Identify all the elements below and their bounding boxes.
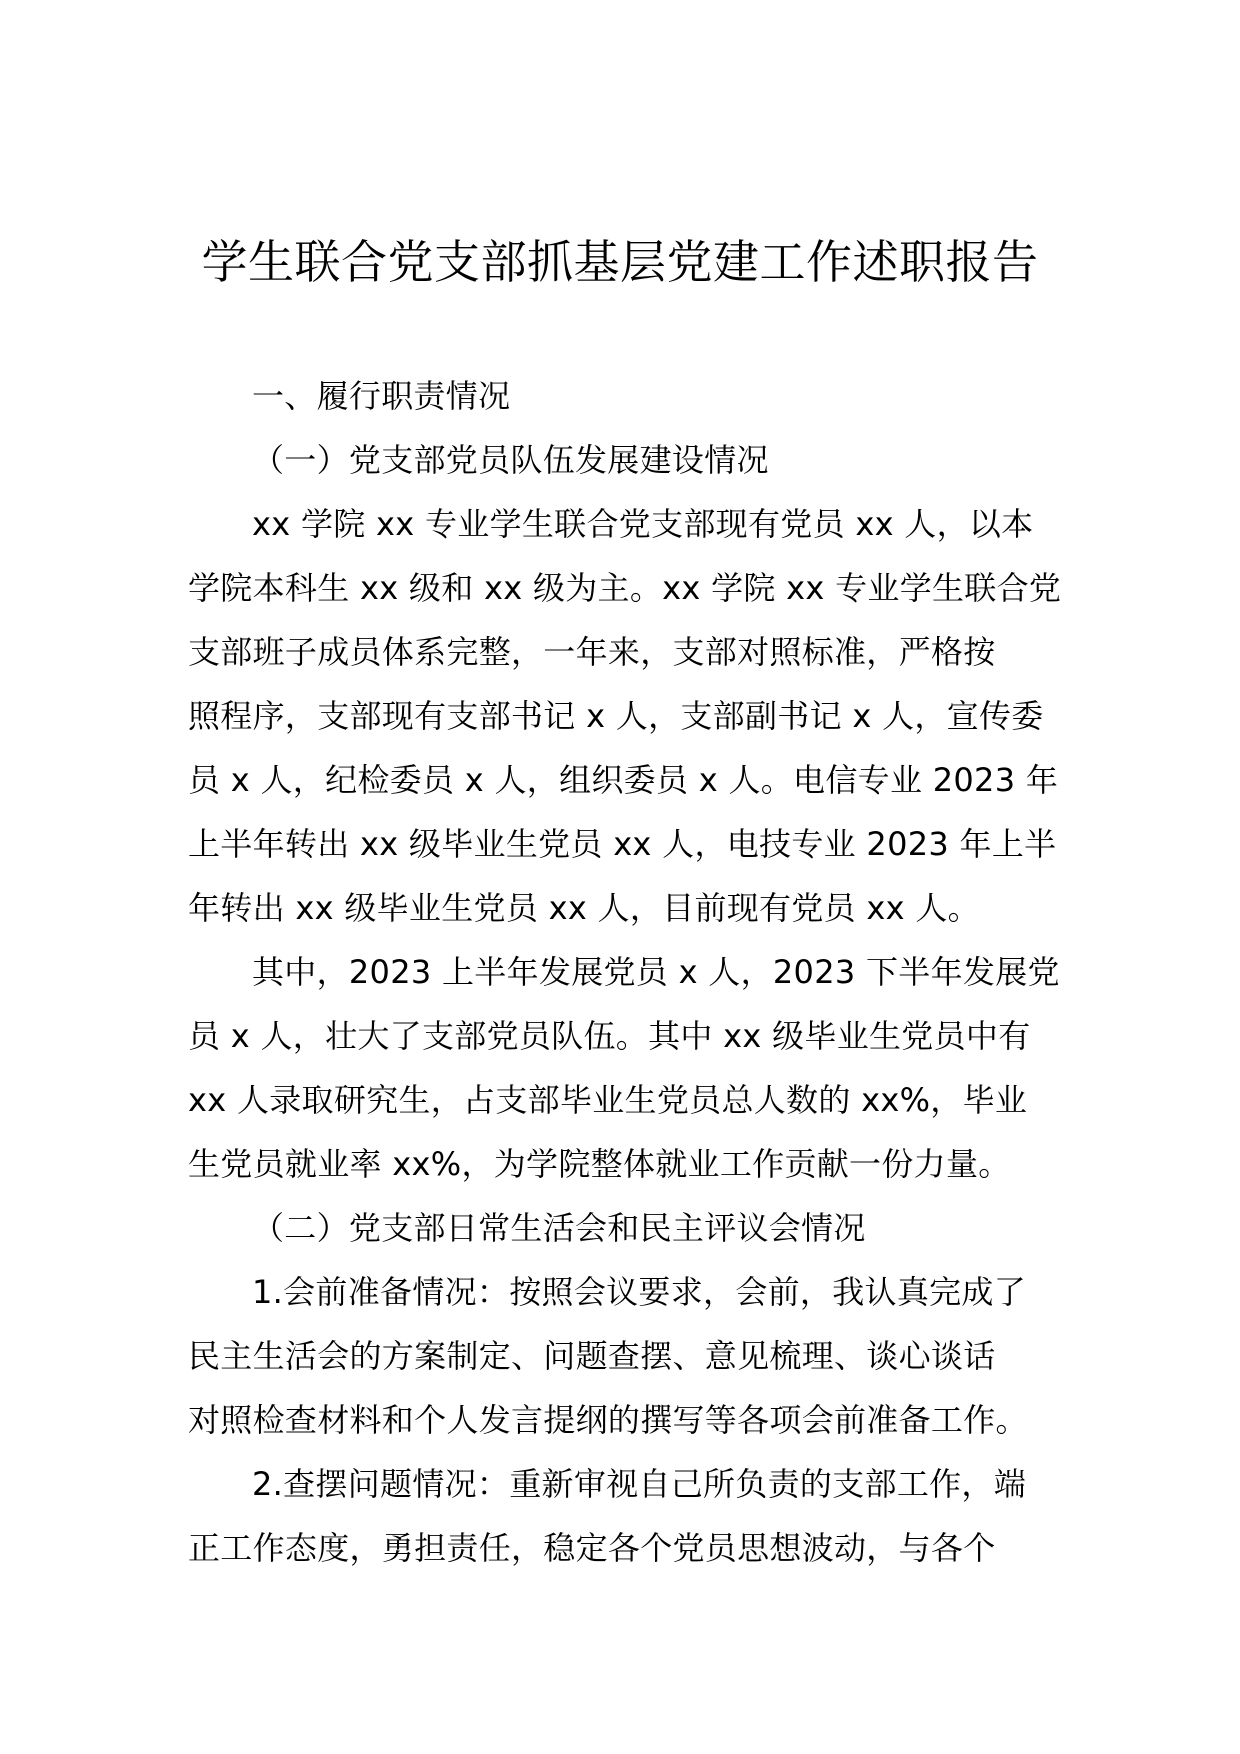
paragraph-line: 对照检查材料和个人发言提纲的撰写等各项会前准备工作。	[188, 1401, 1028, 1439]
paragraph-line: 其中，2023 上半年发展党员 x 人，2023 下半年发展党	[252, 953, 1060, 991]
document-title: 学生联合党支部抓基层党建工作述职报告	[201, 235, 1039, 289]
paragraph-line: 员 x 人，壮大了支部党员队伍。其中 xx 级毕业生党员中有	[188, 1017, 1031, 1055]
paragraph-line: 支部班子成员体系完整，一年来，支部对照标准，严格按	[188, 633, 996, 671]
paragraph-line: 学院本科生 xx 级和 xx 级为主。xx 学院 xx 专业学生联合党	[188, 569, 1062, 607]
paragraph-line: 年转出 xx 级毕业生党员 xx 人，目前现有党员 xx 人。	[188, 889, 980, 927]
paragraph-line: 员 x 人，纪检委员 x 人，组织委员 x 人。电信专业 2023 年	[188, 761, 1059, 799]
paragraph-line: xx 学院 xx 专业学生联合党支部现有党员 xx 人，以本	[252, 505, 1034, 543]
paragraph-line: 民主生活会的方案制定、问题查摆、意见梳理、谈心谈话	[188, 1337, 996, 1375]
paragraph-line: 照程序，支部现有支部书记 x 人，支部副书记 x 人，宣传委	[188, 697, 1044, 735]
paragraph-line: xx 人录取研究生，占支部毕业生党员总人数的 xx%，毕业	[188, 1081, 1028, 1119]
section-heading-1: 一、履行职责情况	[252, 377, 511, 415]
subsection-heading-1: （一）党支部党员队伍发展建设情况	[252, 441, 769, 479]
subsection-heading-2: （二）党支部日常生活会和民主评议会情况	[252, 1209, 866, 1247]
paragraph-line: 上半年转出 xx 级毕业生党员 xx 人，电技专业 2023 年上半	[188, 825, 1057, 863]
paragraph-line: 1.会前准备情况：按照会议要求，会前，我认真完成了	[252, 1273, 1027, 1311]
paragraph-line: 生党员就业率 xx%，为学院整体就业工作贡献一份力量。	[188, 1145, 1011, 1183]
document-body	[188, 364, 1062, 1580]
paragraph-line: 正工作态度，勇担责任，稳定各个党员思想波动，与各个	[188, 1529, 996, 1567]
paragraph-line: 2.查摆问题情况：重新审视自己所负责的支部工作，端	[252, 1465, 1027, 1503]
